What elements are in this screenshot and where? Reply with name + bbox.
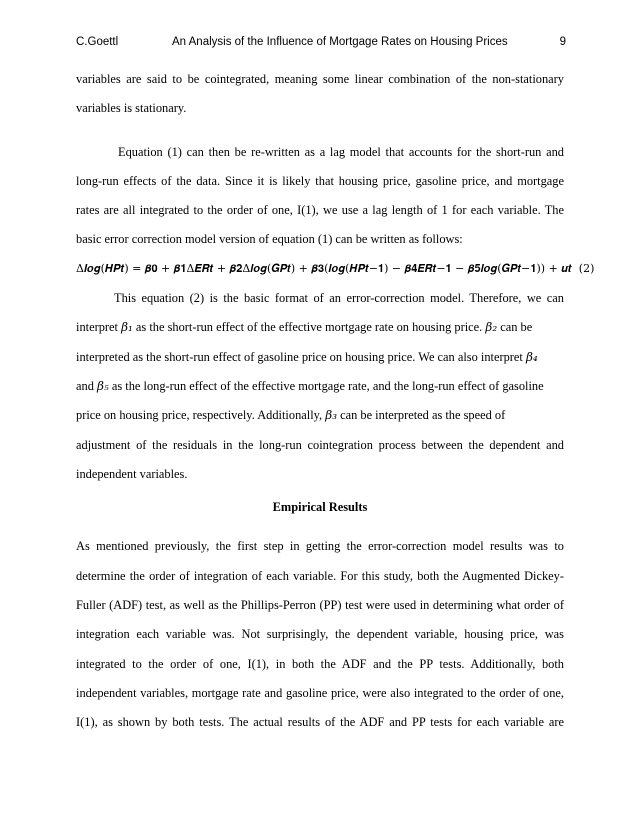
text-line: basic error correction model version of equation (1) can be written as follows: [76, 232, 463, 247]
header-author: C.Goettl [76, 36, 119, 48]
section-heading: Empirical Results [272, 500, 368, 515]
beta-symbol: 𝛽₄ [525, 349, 538, 364]
beta-symbol: 𝛽₁ [121, 320, 133, 335]
text-line: rates are all integrated to the order of one, I(1), we use a lag length of 1 for each variable. The [76, 203, 564, 218]
text-line: determine the order of integration of each variable. For this study, both the Augmented Dickey- [76, 568, 564, 583]
text-line: Equation (1) can then be re-written as a lag model that accounts for the short-run and [118, 144, 564, 159]
equation-number: (2) [578, 261, 595, 275]
paragraph-1 [76, 72, 564, 131]
beta-symbol: 𝛽₅ [97, 378, 109, 393]
equation-rhs: 𝜷𝟎 + 𝜷𝟏Δ𝑬𝑹𝒕 + 𝜷𝟐Δ𝒍𝒐𝒈(𝑮𝑷𝒕) + 𝜷𝟑(𝒍𝒐𝒈(𝑯𝑷𝒕−𝟏) − 𝜷𝟒𝑬𝑹𝒕−𝟏 − 𝜷𝟓𝒍𝒐𝒈(𝑮𝑷𝒕−𝟏)) + 𝒖𝒕 [144, 261, 572, 275]
header-running-title: An Analysis of the Influence of Mortgage Rates on Housing Prices [172, 36, 508, 48]
text-line: interpreted as the short-run effect of gasoline price on housing price. We can also interpret 𝛽₄ [76, 349, 538, 364]
paragraph-2 [76, 145, 564, 262]
text-line: price on housing price, respectively. Additionally, 𝛽₃ can be interpreted as the speed of [76, 408, 506, 423]
beta-symbol: 𝛽₃ [325, 408, 337, 423]
text-line: integrated to the order of one, I(1), in both the ADF and the PP tests. Additionally, both [76, 656, 564, 671]
text-line: Fuller (ADF) test, as well as the Phillips-Perron (PP) test were used in determining what order of [76, 598, 564, 613]
text-line: independent variables. [76, 466, 188, 481]
text-line: I(1), as shown by both tests. The actual results of the ADF and PP tests for each variable are [76, 715, 564, 730]
text-line: long-run effects of the data. Since it is likely that housing price, gasoline price, and mortgage [76, 173, 564, 188]
text-line: adjustment of the residuals in the long-run cointegration process between the dependent and [76, 437, 564, 452]
text-line: interpret 𝛽₁ as the short-run effect of the effective mortgage rate on housing price. 𝛽₂ can be [76, 320, 533, 335]
text-line: integration each variable was. Not surprisingly, the dependent variable, housing price, was [76, 627, 564, 642]
equation-2 [76, 261, 595, 291]
page-body [76, 72, 595, 745]
page-header [76, 36, 566, 54]
equation-lhs: Δ𝒍𝒐𝒈(𝑯𝑷𝒕) = [76, 261, 145, 275]
paragraph-4 [76, 539, 564, 744]
page-number: 9 [559, 36, 566, 48]
paragraph-3 [76, 291, 564, 496]
text-line: and 𝛽₅ as the long-run effect of the effective mortgage rate, and the long-run effect of gasoline [76, 378, 544, 393]
text-line: variables is stationary. [76, 101, 187, 116]
text-line: As mentioned previously, the first step in getting the error-correction model results was to [76, 539, 564, 554]
text-line: This equation (2) is the basic format of an error-correction model. Therefore, we can [114, 291, 564, 306]
text-line: independent variables, mortgage rate and gasoline price, were also integrated to the order of one, [76, 685, 564, 700]
text-line: variables are said to be cointegrated, meaning some linear combination of the non-stationary [76, 72, 564, 86]
beta-symbol: 𝛽₂ [485, 320, 498, 335]
